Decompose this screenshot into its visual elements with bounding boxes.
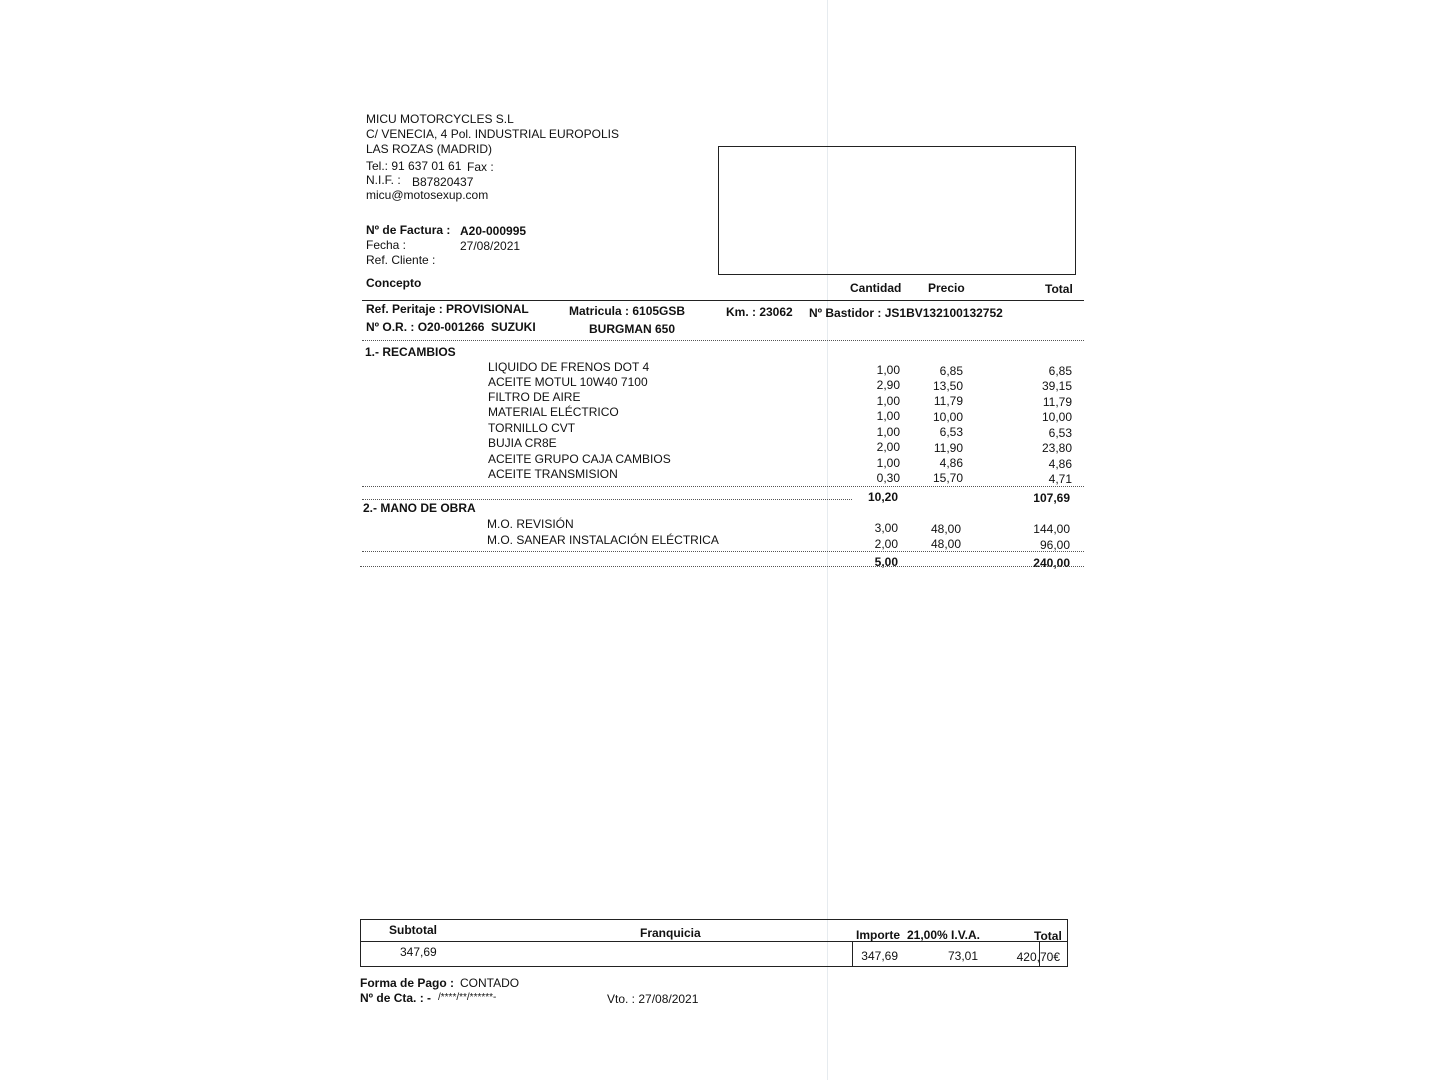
invoice-number-label: Nº de Factura :	[366, 223, 451, 237]
invoice-number-value: A20-000995	[460, 224, 527, 238]
company-email: micu@motosexup.com	[366, 188, 489, 202]
item-description: BUJIA CR8E	[488, 436, 557, 450]
importe-label: Importe	[856, 928, 901, 942]
item-description: TORNILLO CVT	[488, 421, 576, 435]
item-quantity: 1,00	[876, 394, 900, 408]
item-total: 39,15	[1041, 379, 1072, 393]
item-price: 6,85	[939, 364, 963, 378]
iva-label: 21,00% I.V.A.	[907, 928, 980, 942]
section-subtotal-rule	[362, 551, 1084, 552]
client-ref-label: Ref. Cliente :	[366, 253, 436, 267]
vehicle-rule	[362, 340, 1084, 341]
item-quantity: 1,00	[876, 363, 900, 377]
item-description: LIQUIDO DE FRENOS DOT 4	[488, 360, 650, 374]
payment-method-label: Forma de Pago :	[360, 976, 455, 990]
item-price: 48,00	[930, 537, 961, 551]
item-price: 13,50	[932, 379, 963, 393]
km: Km. : 23062	[726, 305, 793, 319]
col-precio: Precio	[928, 281, 965, 295]
item-quantity: 0,30	[876, 471, 900, 485]
item-description: MATERIAL ELÉCTRICO	[488, 405, 619, 419]
item-total: 11,79	[1042, 395, 1072, 409]
item-total: 4,86	[1048, 457, 1072, 471]
section-separator-rule	[362, 499, 852, 500]
item-quantity: 1,00	[876, 456, 900, 470]
total-label: Total	[1034, 929, 1062, 943]
item-price: 11,90	[933, 441, 963, 455]
company-nif-value: B87820437	[412, 175, 474, 189]
total-value: 420,70€	[1016, 950, 1060, 964]
item-description: M.O. SANEAR INSTALACIÓN ELÉCTRICA	[487, 533, 719, 547]
ref-peritaje: Ref. Peritaje : PROVISIONAL	[366, 302, 529, 316]
item-total: 144,00	[1033, 522, 1070, 536]
item-total: 96,00	[1039, 538, 1070, 552]
subtotal-value: 347,69	[400, 945, 437, 959]
item-description: ACEITE GRUPO CAJA CAMBIOS	[488, 452, 671, 466]
item-description: ACEITE MOTUL 10W40 7100	[488, 375, 648, 389]
item-description: FILTRO DE AIRE	[488, 390, 581, 404]
bastidor: Nº Bastidor : JS1BV132100132752	[809, 306, 1003, 320]
section-title: 2.- MANO DE OBRA	[363, 501, 476, 515]
item-quantity: 3,00	[874, 521, 898, 535]
item-description: ACEITE TRANSMISION	[488, 467, 618, 481]
section-subtotal-quantity: 5,00	[874, 555, 898, 569]
account-value: /****/**/******-	[438, 992, 497, 1003]
company-name: MICU MOTORCYCLES S.L	[366, 112, 514, 126]
due-date: Vto. : 27/08/2021	[607, 992, 699, 1006]
company-address-line1: C/ VENECIA, 4 Pol. INDUSTRIAL EUROPOLIS	[366, 127, 619, 141]
invoice-date-value: 27/08/2021	[460, 239, 521, 253]
company-fax: Fax :	[467, 160, 494, 174]
item-price: 10,00	[932, 410, 963, 424]
col-cantidad: Cantidad	[850, 281, 902, 295]
franquicia-label: Franquicia	[640, 926, 701, 940]
item-quantity: 2,00	[874, 537, 898, 551]
item-quantity: 1,00	[876, 425, 900, 439]
section-subtotal-rule	[362, 486, 1084, 487]
item-price: 6,53	[939, 425, 963, 439]
item-price: 15,70	[932, 471, 963, 485]
section-subtotal-total: 107,69	[1033, 491, 1070, 505]
header-rule	[362, 300, 1084, 301]
section-title: 1.- RECAMBIOS	[365, 345, 456, 359]
item-total: 4,71	[1048, 472, 1072, 486]
payment-method-value: CONTADO	[460, 976, 520, 990]
item-total: 6,53	[1048, 426, 1072, 440]
col-concepto: Concepto	[366, 276, 422, 290]
item-description: M.O. REVISIÓN	[487, 517, 574, 531]
item-total: 23,80	[1041, 441, 1072, 455]
company-address-line2: LAS ROZAS (MADRID)	[366, 142, 493, 156]
invoice-date-label: Fecha :	[366, 238, 407, 252]
vehicle-brand: SUZUKI	[491, 320, 536, 334]
item-total: 10,00	[1041, 410, 1072, 424]
item-quantity: 1,00	[876, 409, 900, 423]
item-price: 4,86	[939, 456, 963, 470]
iva-value: 73,01	[947, 949, 978, 963]
vehicle-model: BURGMAN 650	[589, 322, 676, 336]
item-total: 6,85	[1048, 364, 1072, 378]
subtotal-label: Subtotal	[389, 923, 437, 937]
recipient-address-box	[718, 146, 1076, 275]
col-total: Total	[1045, 282, 1073, 296]
company-nif-label: N.I.F. :	[366, 173, 401, 187]
section-subtotal-quantity: 10,20	[867, 490, 898, 504]
item-quantity: 2,00	[876, 440, 900, 454]
item-price: 11,79	[933, 394, 963, 408]
section-subtotal-total: 240,00	[1033, 556, 1070, 570]
importe-value: 347,69	[861, 949, 898, 963]
account-label: Nº de Cta. : -	[360, 991, 432, 1005]
matricula: Matricula : 6105GSB	[569, 304, 686, 318]
item-price: 48,00	[930, 522, 961, 536]
items-end-rule	[360, 566, 1084, 567]
company-tel: Tel.: 91 637 01 61	[366, 159, 462, 173]
item-quantity: 2,90	[876, 378, 900, 392]
orden-reparacion: Nº O.R. : O20-001266	[366, 320, 485, 334]
